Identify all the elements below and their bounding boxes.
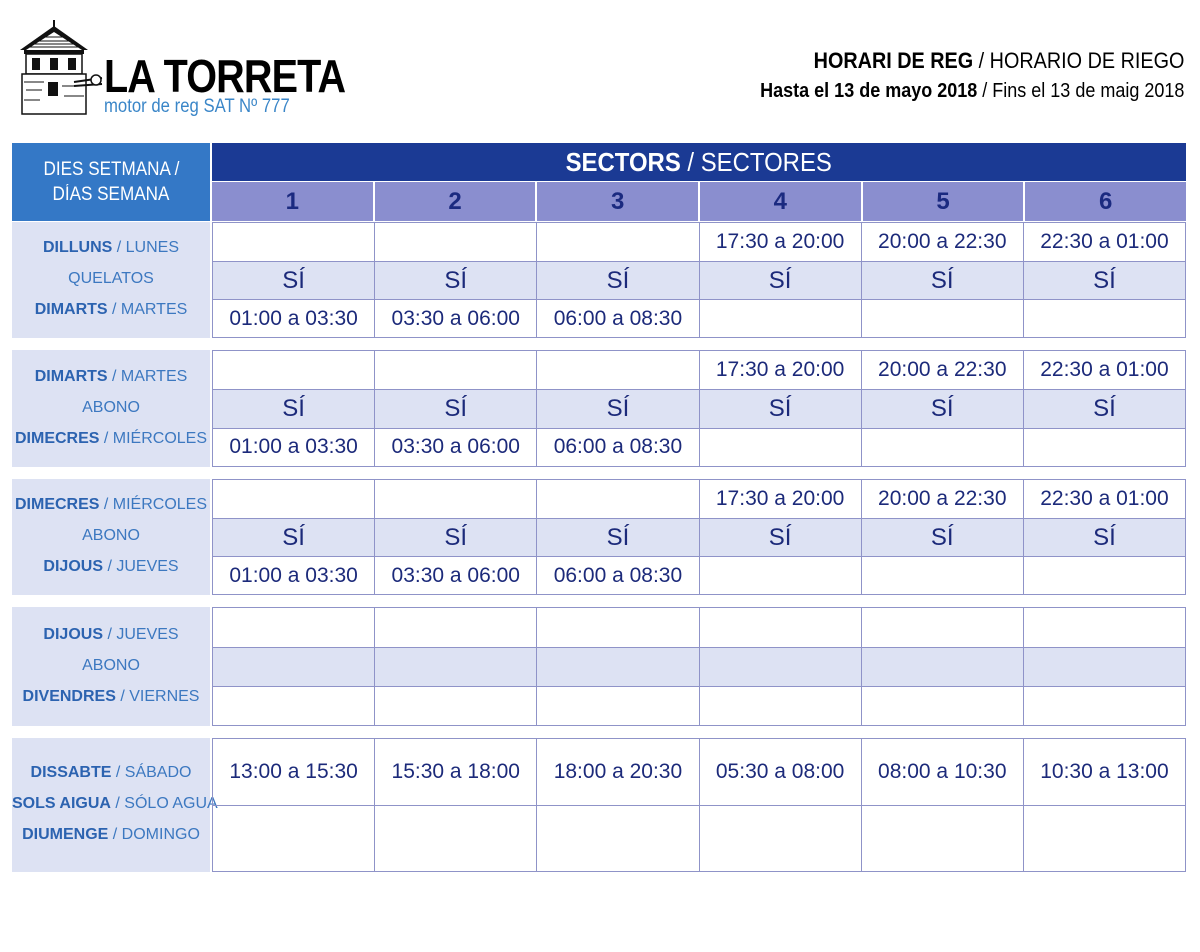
- day-label-spanish: / MIÉRCOLES: [99, 429, 208, 447]
- schedule-cell: [537, 351, 699, 389]
- schedule-cells: [212, 738, 1186, 872]
- logo-subtitle: motor de reg SAT Nº 777: [104, 96, 290, 117]
- table-row: [213, 480, 1185, 518]
- sector-number: 1: [212, 182, 375, 221]
- tower-building-icon: [14, 20, 106, 116]
- sectors-header-spanish: / SECTORES: [681, 146, 833, 177]
- table-row: [213, 299, 1185, 337]
- schedule-cell: [700, 429, 862, 466]
- schedule-cell: 17:30 a 20:00: [700, 223, 862, 261]
- day-label: [12, 607, 210, 726]
- day-label-spanish: / MARTES: [107, 301, 188, 318]
- day-label-line: [12, 239, 210, 257]
- schedule-cell: [213, 480, 375, 518]
- schedule-cell: SÍ: [537, 262, 699, 299]
- days-header-spanish: DÍAS SEMANA: [52, 184, 170, 205]
- schedule-group-wed-thu: [12, 479, 1186, 595]
- day-label-spanish: / LUNES: [112, 239, 179, 256]
- schedule-cell: SÍ: [213, 390, 375, 427]
- day-label-catalan: DILLUNS: [42, 239, 113, 256]
- schedule-cell: [375, 351, 537, 389]
- day-label-spanish: / SÓLO AGUA: [110, 795, 218, 812]
- logo: [14, 20, 346, 120]
- day-label-line: [12, 764, 210, 782]
- schedule-cell: SÍ: [700, 390, 862, 427]
- schedule-cell: [700, 687, 862, 725]
- schedule-cell: [862, 806, 1024, 871]
- schedule-cell: 01:00 a 03:30: [213, 557, 375, 594]
- day-label-spanish: ABONO: [82, 656, 140, 674]
- sectors-header: [212, 143, 1186, 181]
- day-label-spanish: ABONO: [82, 398, 140, 416]
- schedule-cell: SÍ: [1093, 523, 1116, 551]
- schedule-group-tue-wed: [12, 350, 1186, 467]
- logo-title: LA TORRETA: [104, 50, 346, 102]
- sectors-header-catalan: SECTORS: [565, 146, 682, 177]
- table-row: [213, 261, 1185, 299]
- table-row: [213, 428, 1185, 466]
- day-label-line: [12, 496, 210, 514]
- day-label-line: [12, 527, 210, 545]
- title-block: [713, 46, 1184, 106]
- schedule-cell: SÍ: [213, 519, 375, 556]
- schedule-cell: 18:00 a 20:30: [537, 739, 699, 805]
- day-label-line: [12, 688, 210, 706]
- schedule-cell: SÍ: [1093, 266, 1116, 294]
- schedule-cell: [213, 806, 375, 871]
- day-label-catalan: SOLS AIGUA: [12, 795, 111, 812]
- day-label-spanish: / SÁBADO: [111, 764, 192, 781]
- schedule-group-mon-tue: [12, 222, 1186, 338]
- validity-spanish: Hasta el 13 de mayo 2018: [759, 80, 977, 102]
- schedule-cell: [1024, 300, 1185, 337]
- schedule-cell: [862, 300, 1024, 337]
- day-label-catalan: DIMARTS: [34, 367, 108, 385]
- schedule-cell: [1024, 687, 1185, 725]
- schedule-cell: [700, 648, 862, 686]
- table-row: [213, 805, 1185, 871]
- schedule-cell: 20:00 a 22:30: [862, 223, 1024, 261]
- day-label-line: [12, 558, 210, 576]
- day-label-line: [12, 399, 210, 417]
- day-label-spanish: / MIÉRCOLES: [99, 496, 208, 513]
- day-label-spanish: / DOMINGO: [108, 826, 200, 843]
- schedule-cell: 06:00 a 08:30: [537, 300, 699, 337]
- schedule-cell: 08:00 a 10:30: [862, 739, 1024, 805]
- schedule-cell: [537, 648, 699, 686]
- table-row: [213, 518, 1185, 556]
- schedule-cell: SÍ: [213, 262, 375, 299]
- sector-number: 5: [863, 182, 1026, 221]
- schedule-title-spanish: / HORARIO DE RIEGO: [972, 48, 1184, 73]
- schedule-cell: 20:00 a 22:30: [862, 351, 1024, 389]
- schedule-cell: SÍ: [700, 519, 862, 556]
- sector-number: 2: [375, 182, 538, 221]
- day-label-line: [12, 301, 210, 319]
- day-label-catalan: DIMARTS: [34, 301, 108, 318]
- schedule-cell: 05:30 a 08:00: [700, 739, 862, 805]
- day-label-catalan: DIJOUS: [43, 558, 103, 575]
- schedule-group-weekend: [12, 738, 1186, 872]
- schedule-cell: [700, 300, 862, 337]
- day-label-spanish: / JUEVES: [103, 558, 179, 575]
- schedule-cells: [212, 350, 1186, 467]
- schedule-cell: [537, 480, 699, 518]
- day-label-line: [12, 368, 210, 386]
- schedule-cell: 03:30 a 06:00: [375, 557, 537, 594]
- schedule-cell: 17:30 a 20:00: [700, 480, 862, 518]
- schedule-cell: [862, 557, 1024, 594]
- schedule-cell: [537, 806, 699, 871]
- schedule-cell: SÍ: [862, 390, 1024, 427]
- schedule-cell: [213, 351, 375, 389]
- schedule-cell: 10:30 a 13:00: [1040, 760, 1169, 783]
- day-label-spanish: / JUEVES: [103, 625, 179, 643]
- schedule-cell: 22:30 a 01:00: [1040, 487, 1169, 510]
- schedule-cell: [537, 687, 699, 725]
- schedule-cell: [213, 608, 375, 647]
- schedule-cell: [375, 648, 537, 686]
- days-header: [12, 143, 210, 221]
- day-label: [12, 350, 210, 467]
- schedule-cell: SÍ: [375, 519, 537, 556]
- schedule-cell: [1024, 429, 1185, 466]
- schedule-cell: [700, 557, 862, 594]
- day-label-line: [12, 270, 210, 288]
- day-label-spanish: QUELATOS: [68, 270, 154, 287]
- day-label-line: [12, 657, 210, 675]
- schedule-cells: [212, 607, 1186, 726]
- table-row: [213, 556, 1185, 594]
- schedule-cell: 17:30 a 20:00: [700, 351, 862, 389]
- schedule-cell: SÍ: [537, 390, 699, 427]
- day-label-catalan: DIUMENGE: [22, 826, 109, 843]
- schedule-cell: [375, 223, 537, 261]
- schedule-cell: [862, 429, 1024, 466]
- schedule-cell: 13:00 a 15:30: [213, 739, 375, 805]
- sector-number-row: [212, 182, 1186, 221]
- day-label-spanish: / MARTES: [107, 367, 188, 385]
- day-label-line: [12, 826, 210, 844]
- table-row: [213, 389, 1185, 427]
- schedule-cell: 01:00 a 03:30: [213, 429, 375, 466]
- table-row: [213, 686, 1185, 725]
- schedule-cell: SÍ: [537, 519, 699, 556]
- schedule-cell: [375, 806, 537, 871]
- schedule-cell: 06:00 a 08:30: [537, 557, 699, 594]
- schedule-cell: [1024, 557, 1185, 594]
- schedule-cell: [862, 687, 1024, 725]
- day-label-line: [12, 626, 210, 644]
- table-row: [213, 608, 1185, 647]
- day-label-line: [12, 795, 218, 813]
- schedule-cell: SÍ: [375, 262, 537, 299]
- day-label-catalan: DIMECRES: [14, 496, 100, 513]
- day-label-spanish: / VIERNES: [115, 687, 200, 705]
- schedule-cell: [537, 608, 699, 647]
- schedule-title: [760, 46, 1184, 76]
- schedule-cell: 01:00 a 03:30: [213, 300, 375, 337]
- schedule-cell: [1024, 608, 1185, 647]
- day-label-line: [12, 430, 210, 448]
- schedule-cell: SÍ: [862, 519, 1024, 556]
- schedule-cell: [213, 223, 375, 261]
- schedule-validity: [760, 76, 1184, 106]
- schedule-cells: [212, 222, 1186, 338]
- day-label-catalan: DIMECRES: [14, 429, 100, 447]
- schedule-cell: SÍ: [1093, 394, 1116, 422]
- schedule-cell: [862, 648, 1024, 686]
- day-label-catalan: DIJOUS: [43, 625, 103, 643]
- schedule-cell: 20:00 a 22:30: [862, 480, 1024, 518]
- schedule-cell: [213, 687, 375, 725]
- schedule-cell: [700, 806, 862, 871]
- schedule-cell: [375, 608, 537, 647]
- schedule-cell: 06:00 a 08:30: [537, 429, 699, 466]
- schedule-cell: SÍ: [862, 262, 1024, 299]
- schedule-cell: 22:30 a 01:00: [1040, 358, 1169, 382]
- schedule-title-catalan: HORARI DE REG: [813, 48, 973, 73]
- sector-number: 6: [1025, 182, 1186, 221]
- schedule-cell: SÍ: [375, 390, 537, 427]
- validity-catalan: / Fins el 13 de maig 2018: [976, 80, 1184, 102]
- day-label-spanish: ABONO: [82, 527, 140, 544]
- schedule-cell: 03:30 a 06:00: [375, 429, 537, 466]
- day-label: [12, 738, 218, 872]
- schedule-cell: 22:30 a 01:00: [1040, 230, 1169, 253]
- schedule-cell: [213, 648, 375, 686]
- schedule-cell: [375, 480, 537, 518]
- schedule-cell: 03:30 a 06:00: [375, 300, 537, 337]
- schedule-cell: SÍ: [700, 262, 862, 299]
- schedule-group-thu-fri: [12, 607, 1186, 726]
- schedule-cell: [862, 608, 1024, 647]
- table-row: [213, 647, 1185, 686]
- day-label-catalan: DIVENDRES: [22, 687, 116, 705]
- schedule-cell: 15:30 a 18:00: [375, 739, 537, 805]
- sector-number: 4: [700, 182, 863, 221]
- day-label: [12, 222, 210, 338]
- schedule-cell: [375, 687, 537, 725]
- day-label: [12, 479, 210, 595]
- schedule-cell: [1024, 648, 1185, 686]
- day-label-catalan: DISSABTE: [30, 764, 112, 781]
- table-row: [213, 739, 1185, 805]
- days-header-catalan: DIES SETMANA /: [43, 159, 179, 180]
- schedule-cell: [1024, 806, 1185, 871]
- table-row: [213, 223, 1185, 261]
- schedule-cell: [537, 223, 699, 261]
- sector-number: 3: [537, 182, 700, 221]
- schedule-cell: [700, 608, 862, 647]
- table-row: [213, 351, 1185, 389]
- schedule-cells: [212, 479, 1186, 595]
